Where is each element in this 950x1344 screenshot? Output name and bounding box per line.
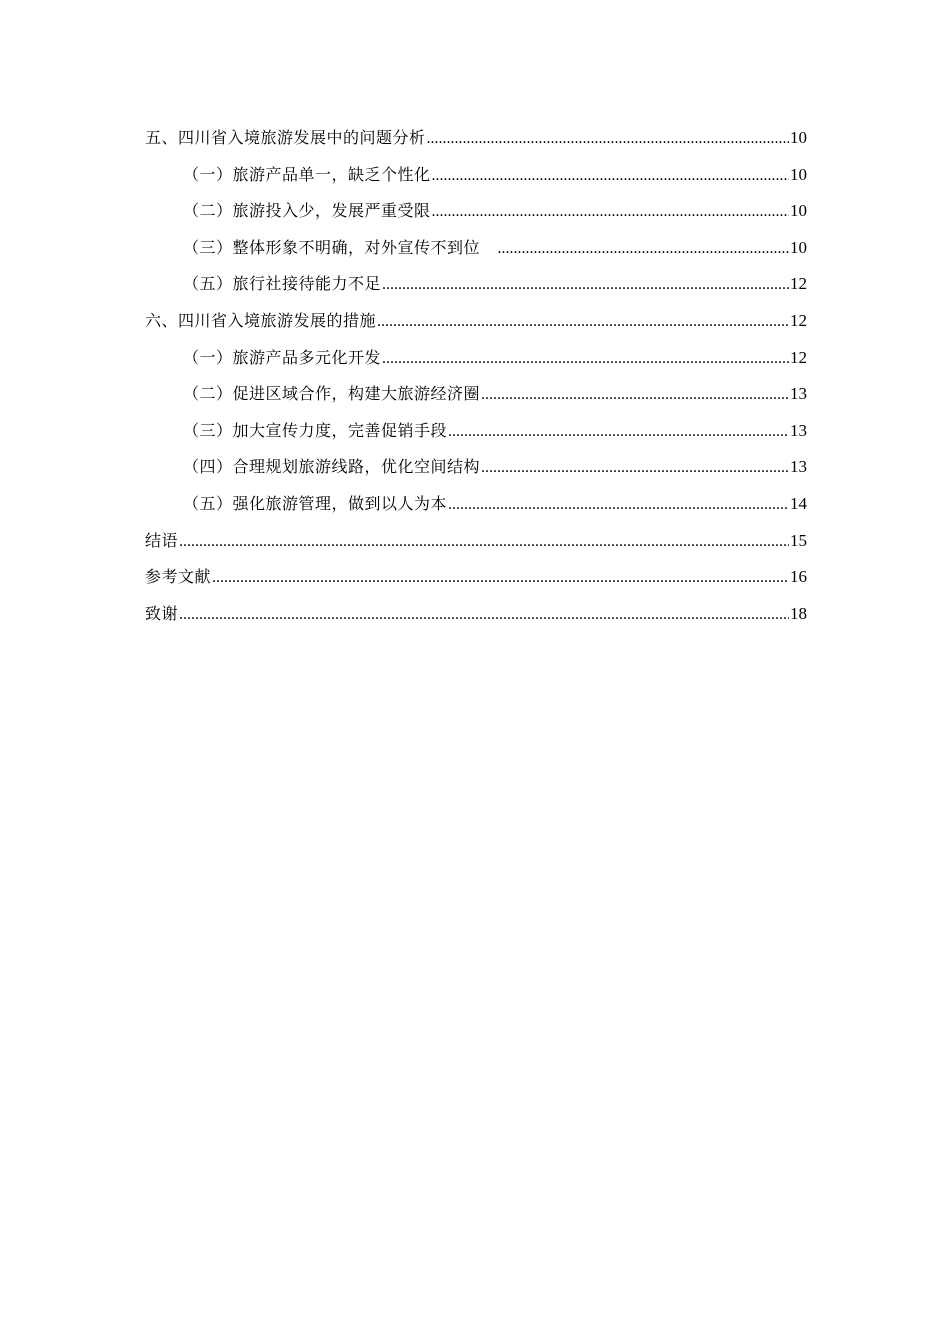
toc-entry-page: 13 [790,420,807,440]
toc-entry-references[interactable] [145,563,807,600]
toc-entry-title: 五、四川省入境旅游发展中的问题分析 [145,128,426,147]
toc-entry-title: （五）旅行社接待能力不足 [183,274,382,294]
toc-entry-5-2[interactable] [145,197,807,234]
toc-dot-leader [448,491,789,519]
toc-entry-title: （四）合理规划旅游线路，优化空间结构 [183,457,481,477]
toc-entry-page: 13 [790,457,807,477]
toc-entry-6-2[interactable] [145,380,807,417]
toc-entry-title: 六、四川省入境旅游发展的措施 [145,310,377,330]
toc-dot-leader [382,345,789,373]
toc-entry-page: 12 [790,310,807,330]
toc-entry-page: 18 [790,603,807,623]
toc-dot-leader [481,454,789,482]
toc-dot-leader [448,418,789,446]
toc-entry-page: 13 [790,384,807,404]
toc-entry-5-1[interactable] [145,161,807,198]
toc-entry-title: 致谢 [145,603,179,623]
toc-entry-page: 10 [790,201,807,221]
toc-entry-title: （二）旅游投入少，发展严重受限 [183,201,431,221]
toc-entry-conclusion[interactable] [145,527,807,564]
toc-dot-leader [212,564,789,592]
toc-entry-5-5[interactable] [145,270,807,307]
toc-entry-title: 参考文献 [145,567,212,587]
toc-entry-acknowledgements[interactable] [145,600,807,637]
toc-entry-section-6[interactable] [145,307,807,344]
toc-entry-page: 10 [790,164,807,184]
toc-entry-page: 12 [790,347,807,367]
toc-entry-6-4[interactable] [145,453,807,490]
toc-entry-page: 15 [790,530,807,550]
toc-entry-section-5[interactable] [145,124,807,161]
toc-entry-title: （二）促进区域合作，构建大旅游经济圈 [183,384,481,404]
toc-dot-leader [481,381,789,409]
toc-entry-6-5[interactable] [145,490,807,527]
toc-entry-title: （一）旅游产品多元化开发 [183,347,382,367]
toc-entry-title: （三）整体形象不明确，对外宣传不到位 [183,237,497,257]
toc-entry-page: 10 [790,128,807,147]
toc-entry-6-1[interactable] [145,344,807,381]
toc-entry-title: 结语 [145,530,179,550]
toc-dot-leader [432,162,789,190]
toc-entry-title: （三）加大宣传力度，完善促销手段 [183,420,448,440]
toc-dot-leader [179,601,789,629]
toc-entry-page: 14 [790,493,807,513]
toc-entry-page: 12 [790,274,807,294]
toc-entry-page: 10 [790,237,807,257]
toc-entry-6-3[interactable] [145,417,807,454]
toc-dot-leader [432,198,789,226]
toc-entry-title: （五）强化旅游管理，做到以人为本 [183,493,448,513]
toc-dot-leader [377,308,789,336]
toc-entry-title: （一）旅游产品单一，缺乏个性化 [183,164,431,184]
toc-dot-leader [427,125,789,153]
toc-entry-5-3[interactable] [145,234,807,271]
table-of-contents [145,124,807,636]
toc-dot-leader [382,271,789,299]
toc-dot-leader [498,235,789,263]
toc-entry-page: 16 [790,567,807,587]
toc-dot-leader [179,528,789,556]
